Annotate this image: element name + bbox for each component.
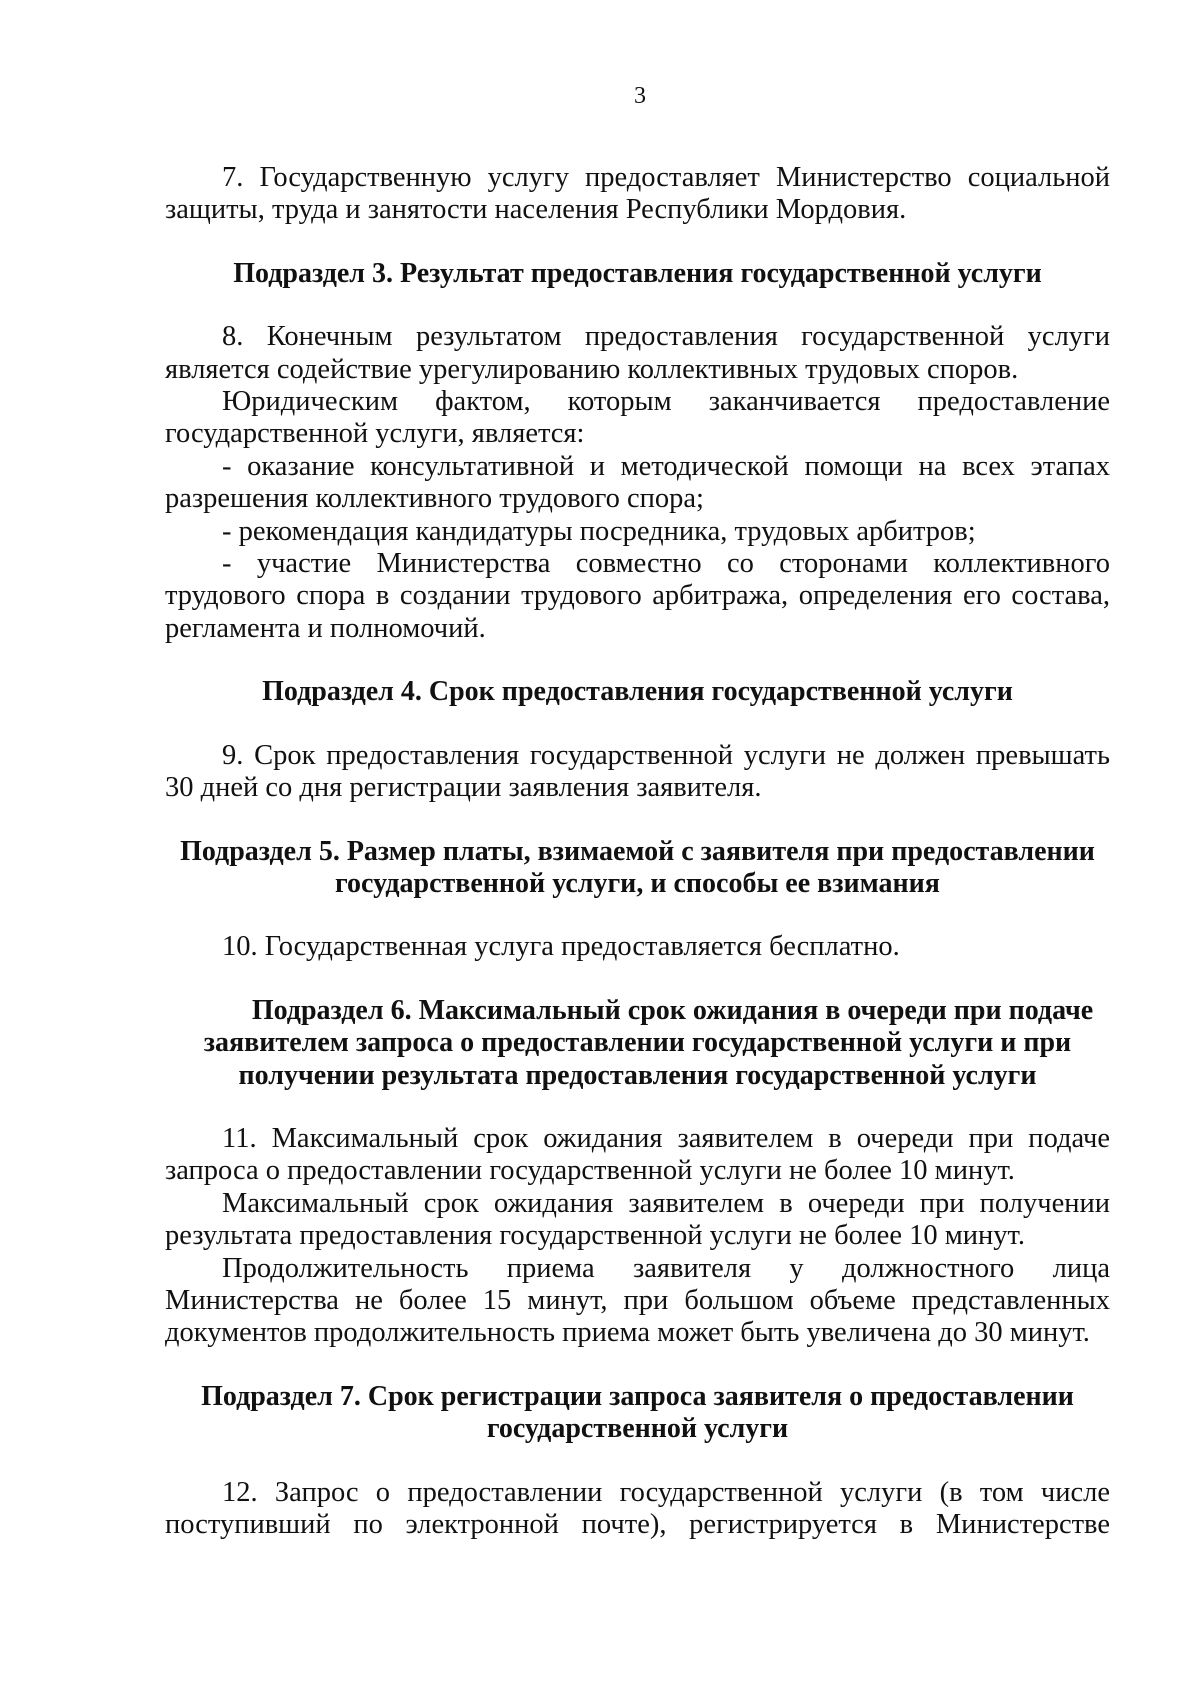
subsection-6-heading	[165, 995, 1110, 1092]
list-item-consulting: - оказание консультативной и методической помощи на всех этапах разрешения коллективного трудового спора;	[165, 450, 1110, 515]
paragraph-item-11: 11. Максимальный срок ожидания заявителем в очереди при подаче запроса о предоставлении государственной услуги не более 10 минут.	[165, 1122, 1110, 1187]
paragraph-item-9: 9. Срок предоставления государственной услуги не должен превышать 30 дней со дня регистрации заявления заявителя.	[165, 739, 1110, 804]
paragraph-item-7: 7. Государственную услугу предоставляет Министерство социальной защиты, труда и занятости населения Республики Мордовия.	[165, 162, 1110, 226]
paragraph-legal-fact: Юридическим фактом, которым заканчивается предоставление государственной услуги, является:	[165, 386, 1110, 450]
paragraph-result-wait: Максимальный срок ожидания заявителем в очереди при получении результата предоставления государственной услуги не более 10 минут.	[165, 1187, 1110, 1252]
subsection-5-heading	[165, 836, 1110, 901]
list-item-recommendation: - рекомендация кандидатуры посредника, трудовых арбитров;	[222, 515, 976, 547]
paragraph-reception-duration: Продолжительность приема заявителя у должностного лица Министерства не более 15 минут, при большом объеме представленных документов продолжительность приема может быть увеличена до 30 минут.	[165, 1252, 1110, 1349]
subsection-3-heading: Подраздел 3. Результат предоставления государственной услуги	[233, 257, 1042, 289]
subsection-7-heading	[165, 1381, 1110, 1446]
subsection-7-heading-line-2: государственной услуги	[486, 1413, 789, 1445]
subsection-7-heading-line-1: Подраздел 7. Срок регистрации запроса заявителя о предоставлении	[201, 1380, 1074, 1412]
list-item-participation: - участие Министерства совместно со сторонами коллективного трудового спора в создании трудового арбитража, определения его состава, регламента и полномочий.	[165, 548, 1110, 644]
document-body	[165, 162, 1110, 1541]
page-number: 3	[634, 83, 646, 109]
paragraph-item-10: 10. Государственная услуга предоставляется бесплатно.	[222, 931, 900, 963]
paragraph-item-12: 12. Запрос о предоставлении государственной услуги (в том числе поступивший по электронной почте), регистрируется в Министерстве	[165, 1476, 1110, 1540]
subsection-6-heading-line-3: получении результата предоставления государственной услуги	[238, 1059, 1037, 1091]
subsection-4-heading: Подраздел 4. Срок предоставления государственной услуги	[262, 676, 1013, 708]
subsection-6-heading-line-1: Подраздел 6. Максимальный срок ожидания в очереди при подаче	[251, 994, 1094, 1026]
subsection-5-heading-line-2: государственной услуги, и способы ее взимания	[335, 867, 940, 899]
subsection-5-heading-line-1: Подраздел 5. Размер платы, взимаемой с заявителя при предоставлении	[180, 835, 1095, 867]
paragraph-item-8: 8. Конечным результатом предоставления государственной услуги является содействие урегулированию коллективных трудовых споров.	[165, 321, 1110, 385]
subsection-6-heading-line-2: заявителем запроса о предоставлении государственной услуги и при	[203, 1027, 1072, 1059]
